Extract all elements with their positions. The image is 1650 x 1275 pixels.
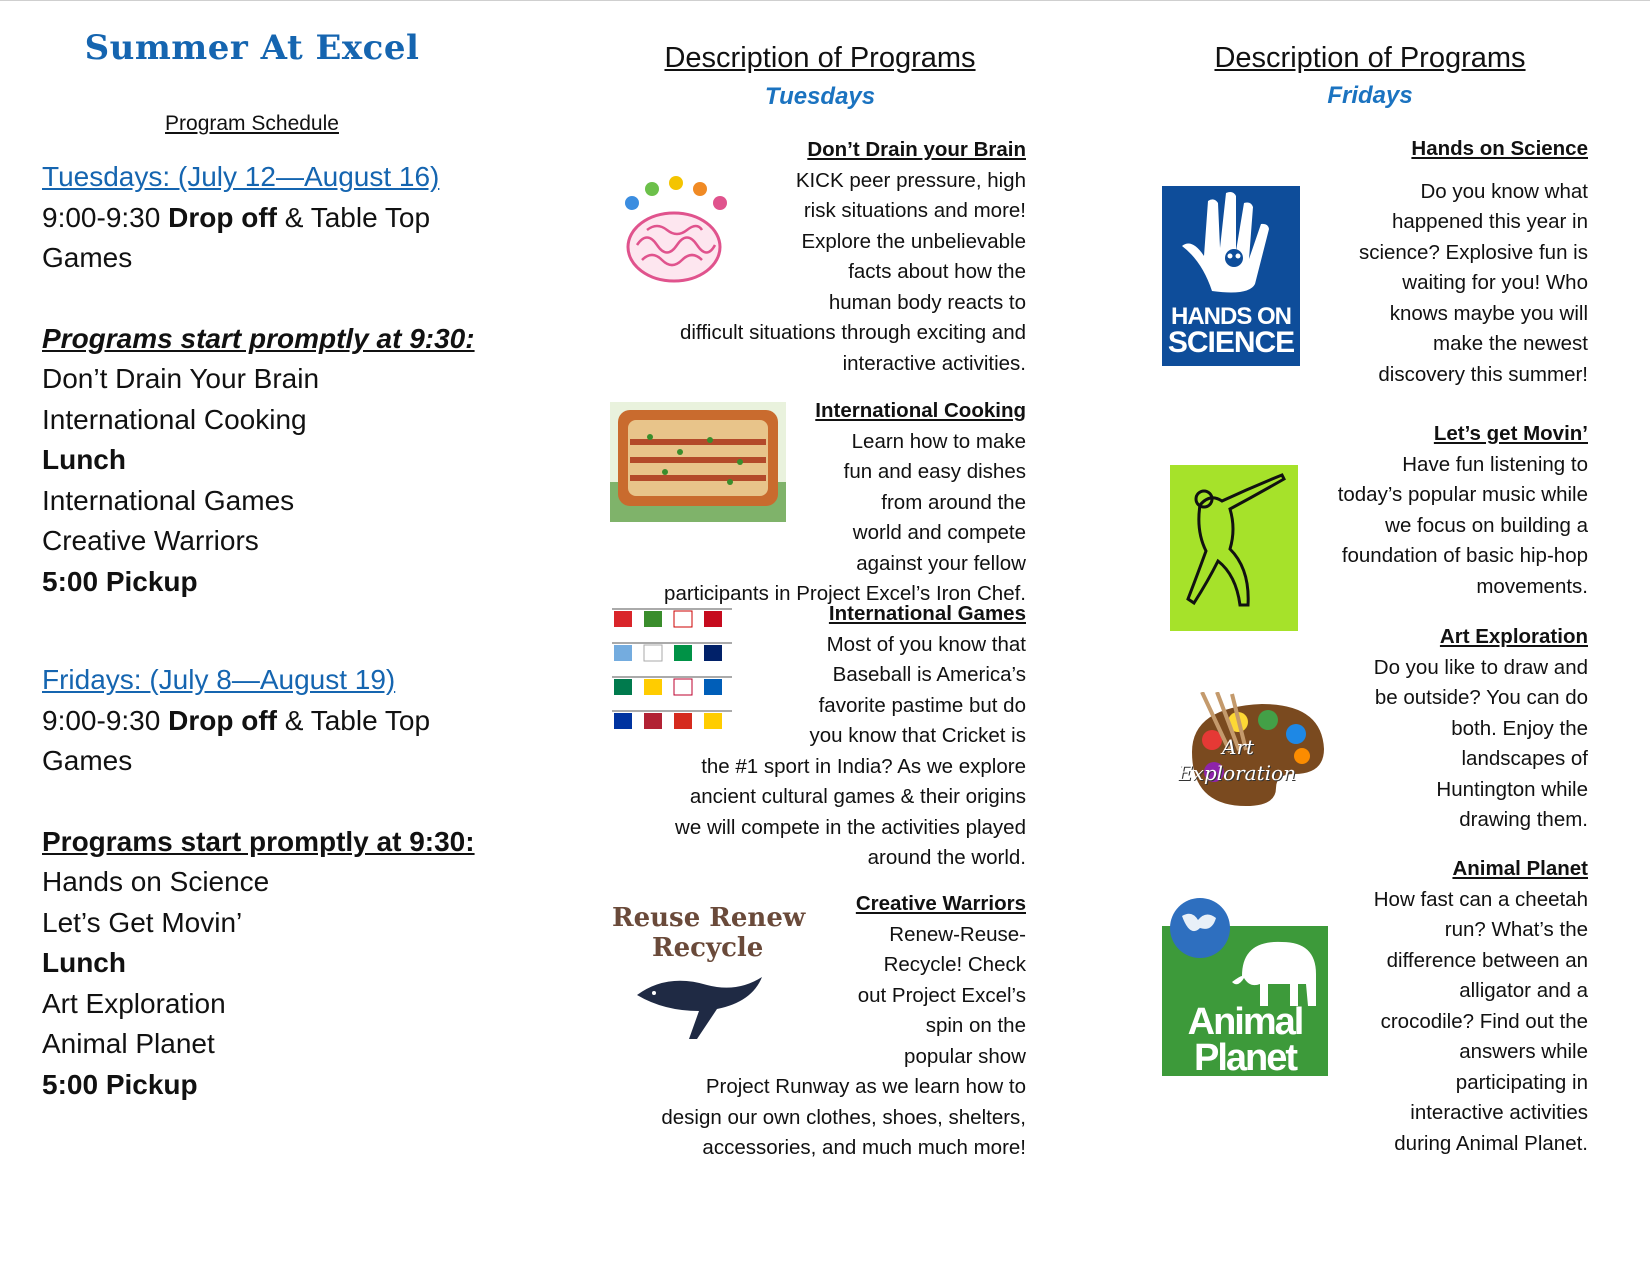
dropoff-rest: & Table Top <box>284 201 431 233</box>
friday-start-heading: Programs start promptly at 9:30: <box>42 825 475 857</box>
program-text-line: Have fun listening to <box>1402 452 1588 476</box>
program-international-cooking <box>612 396 1026 610</box>
schedule-item: Let’s Get Movin’ <box>42 906 243 938</box>
hands-logo-text: SCIENCE <box>1167 326 1295 359</box>
program-text-line: happened this year in <box>1391 210 1588 233</box>
program-art-exploration <box>1162 622 1588 836</box>
schedule-item: 5:00 Pickup <box>42 1068 198 1100</box>
program-title: International Cooking <box>815 399 1026 422</box>
animal-logo-text: Planet <box>1193 1037 1297 1079</box>
friday-column-heading: Description of Programs <box>1214 42 1526 74</box>
schedule-label: Program Schedule <box>165 112 339 135</box>
tuesday-column-subheading: Tuesdays <box>764 83 876 110</box>
friday-column-subheading: Fridays <box>1327 82 1413 109</box>
top-divider <box>0 0 1650 1</box>
program-hands-on-science <box>1162 134 1588 390</box>
program-title: Hands on Science <box>1411 137 1588 160</box>
program-dont-drain-brain <box>612 135 1026 379</box>
brain-icon <box>612 175 742 290</box>
program-text-line: ancient cultural games & their origins <box>689 785 1026 808</box>
recycle-bird-image <box>612 903 812 1053</box>
program-text-line: Do you like to draw and <box>1373 655 1588 679</box>
program-text-line: KICK peer pressure, high <box>795 168 1026 192</box>
program-text-line: landscapes of <box>1461 747 1588 770</box>
program-text-line: drawing them. <box>1459 808 1588 831</box>
program-text-line: Explore the unbelievable <box>801 229 1026 253</box>
friday-dropoff-line <box>42 701 542 742</box>
program-text-line: interactive activities. <box>842 351 1026 375</box>
program-text-line: movements. <box>1476 574 1588 598</box>
program-text-line: we will compete in the activities played <box>675 815 1026 839</box>
schedule-item: 5:00 Pickup <box>42 565 198 597</box>
schedule-item: Lunch <box>42 444 126 475</box>
art-exploration-logo <box>1172 692 1332 810</box>
program-title: International Games <box>828 602 1026 625</box>
program-text-line: we focus on building a <box>1385 513 1588 537</box>
program-text-line: How fast can a cheetah <box>1373 887 1588 911</box>
program-text-line: risk situations and more! <box>803 199 1026 222</box>
dropoff-label: Drop off <box>168 704 277 736</box>
program-text-line: participating in <box>1455 1070 1588 1094</box>
program-title: Art Exploration <box>1439 625 1588 648</box>
program-text-line: crocodile? Find out the <box>1380 1009 1588 1033</box>
program-text-line: facts about how the <box>848 260 1026 283</box>
program-text-line: difficult situations through exciting and <box>679 321 1026 344</box>
recycle-logo-text: Recycle <box>652 933 764 963</box>
schedule-item: Lunch <box>42 947 126 978</box>
dropoff-label: Drop off <box>168 201 277 233</box>
page-title: Summer At Excel <box>84 28 420 68</box>
program-text-line: world and compete against your fellow <box>852 521 1026 575</box>
program-text-line: answers while <box>1459 1040 1588 1063</box>
enchilada-dish-image <box>610 402 786 522</box>
program-text-line: the #1 sport in India? As we explore <box>701 754 1026 778</box>
schedule-item: Creative Warriors <box>42 525 259 556</box>
program-title: Let’s get Movin’ <box>1433 422 1588 445</box>
program-text-line: alligator and a <box>1459 979 1588 1002</box>
program-text-line: Project Runway as we learn how to <box>705 1075 1026 1098</box>
friday-schedule <box>42 660 542 1105</box>
program-text-line: discovery this summer! <box>1378 362 1588 386</box>
program-text-line: out Project Excel’s <box>857 983 1026 1007</box>
program-text-line: Do you know what <box>1420 179 1588 203</box>
program-text-line: be outside? You can do <box>1374 686 1588 709</box>
program-text-line: science? Explosive fun is <box>1358 240 1588 264</box>
dropoff-time: 9:00-9:30 <box>42 704 161 736</box>
tuesday-start-heading: Programs start promptly at 9:30: <box>42 322 475 354</box>
program-text-line: Huntington while <box>1436 777 1588 801</box>
program-text-line: run? What’s the <box>1444 918 1588 941</box>
program-text-line: make the newest <box>1433 332 1588 355</box>
program-title: Creative Warriors <box>855 892 1026 915</box>
program-text-line: today’s popular music while <box>1337 483 1588 506</box>
flag-bunting-image <box>612 605 732 740</box>
program-text-line: favorite pastime but do <box>818 693 1026 717</box>
bird-icon <box>632 965 772 1045</box>
hands-on-science-logo <box>1162 186 1300 366</box>
program-text-line: Baseball is America’s <box>832 663 1026 686</box>
program-international-games <box>612 599 1026 874</box>
program-text-line: around the world. <box>867 846 1026 869</box>
hand-print-icon <box>1172 186 1290 296</box>
program-text-line: Renew-Reuse- <box>889 922 1026 946</box>
dropoff-rest: & Table Top <box>284 704 431 736</box>
program-text-line: participants in Project Excel’s Iron Chef. <box>664 582 1026 605</box>
program-text-line: foundation of basic hip-hop <box>1341 544 1588 567</box>
art-logo-text: Art <box>1222 735 1255 759</box>
program-text-line: human body reacts to <box>828 290 1026 314</box>
program-text-line: during Animal Planet. <box>1394 1131 1588 1155</box>
program-text-line: Most of you know that <box>826 632 1026 656</box>
program-text-line: Learn how to make <box>851 429 1026 453</box>
program-text-line: Recycle! Check <box>883 953 1026 976</box>
program-text-line: design our own clothes, shoes, shelters, <box>661 1105 1026 1129</box>
recycle-logo-text: Reuse Renew <box>612 903 806 933</box>
tuesday-schedule <box>42 157 542 602</box>
friday-schedule-heading: Fridays: (July 8—August 19) <box>42 664 396 695</box>
program-creative-warriors <box>612 889 1026 1164</box>
dropoff-time: 9:00-9:30 <box>42 201 161 233</box>
program-animal-planet <box>1162 854 1588 1159</box>
program-text-line: fun and easy dishes <box>843 460 1026 483</box>
program-lets-get-movin <box>1162 419 1588 631</box>
schedule-item: Hands on Science <box>42 866 270 897</box>
program-text-line: spin on the <box>925 1014 1026 1037</box>
program-text-line: you know that Cricket is <box>809 724 1026 747</box>
program-text-line: from around the <box>881 490 1026 514</box>
art-logo-text: Exploration <box>1178 761 1296 785</box>
program-text-line: popular show <box>904 1044 1026 1068</box>
program-text-line: difference between an <box>1386 948 1588 972</box>
schedule-item: International Cooking <box>42 403 307 435</box>
tuesday-dropoff-line <box>42 198 542 239</box>
friday-dropoff-line2: Games <box>42 745 133 776</box>
tuesday-dropoff-line2: Games <box>42 242 133 273</box>
tuesday-schedule-heading: Tuesdays: (July 12—August 16) <box>42 161 440 192</box>
dancer-image <box>1170 465 1298 631</box>
program-text-line: interactive activities <box>1410 1101 1588 1124</box>
tuesday-column-heading: Description of Programs <box>664 42 976 74</box>
hands-logo-text: HANDS ON <box>1170 303 1291 330</box>
schedule-item: International Games <box>42 484 295 516</box>
program-title: Animal Planet <box>1452 857 1588 880</box>
globe-elephant-icon <box>1162 896 1328 1016</box>
schedule-item: Art Exploration <box>42 987 226 1019</box>
program-text-line: accessories, and much much more! <box>702 1136 1026 1159</box>
schedule-item: Don’t Drain Your Brain <box>42 363 320 394</box>
program-text-line: knows maybe you will <box>1389 301 1588 325</box>
animal-planet-logo <box>1162 896 1328 1079</box>
schedule-item: Animal Planet <box>42 1028 215 1059</box>
program-text-line: waiting for you! Who <box>1402 271 1588 294</box>
program-title: Don’t Drain your Brain <box>807 138 1026 161</box>
program-text-line: both. Enjoy the <box>1451 716 1588 740</box>
animal-logo-text: Animal <box>1187 1001 1303 1043</box>
